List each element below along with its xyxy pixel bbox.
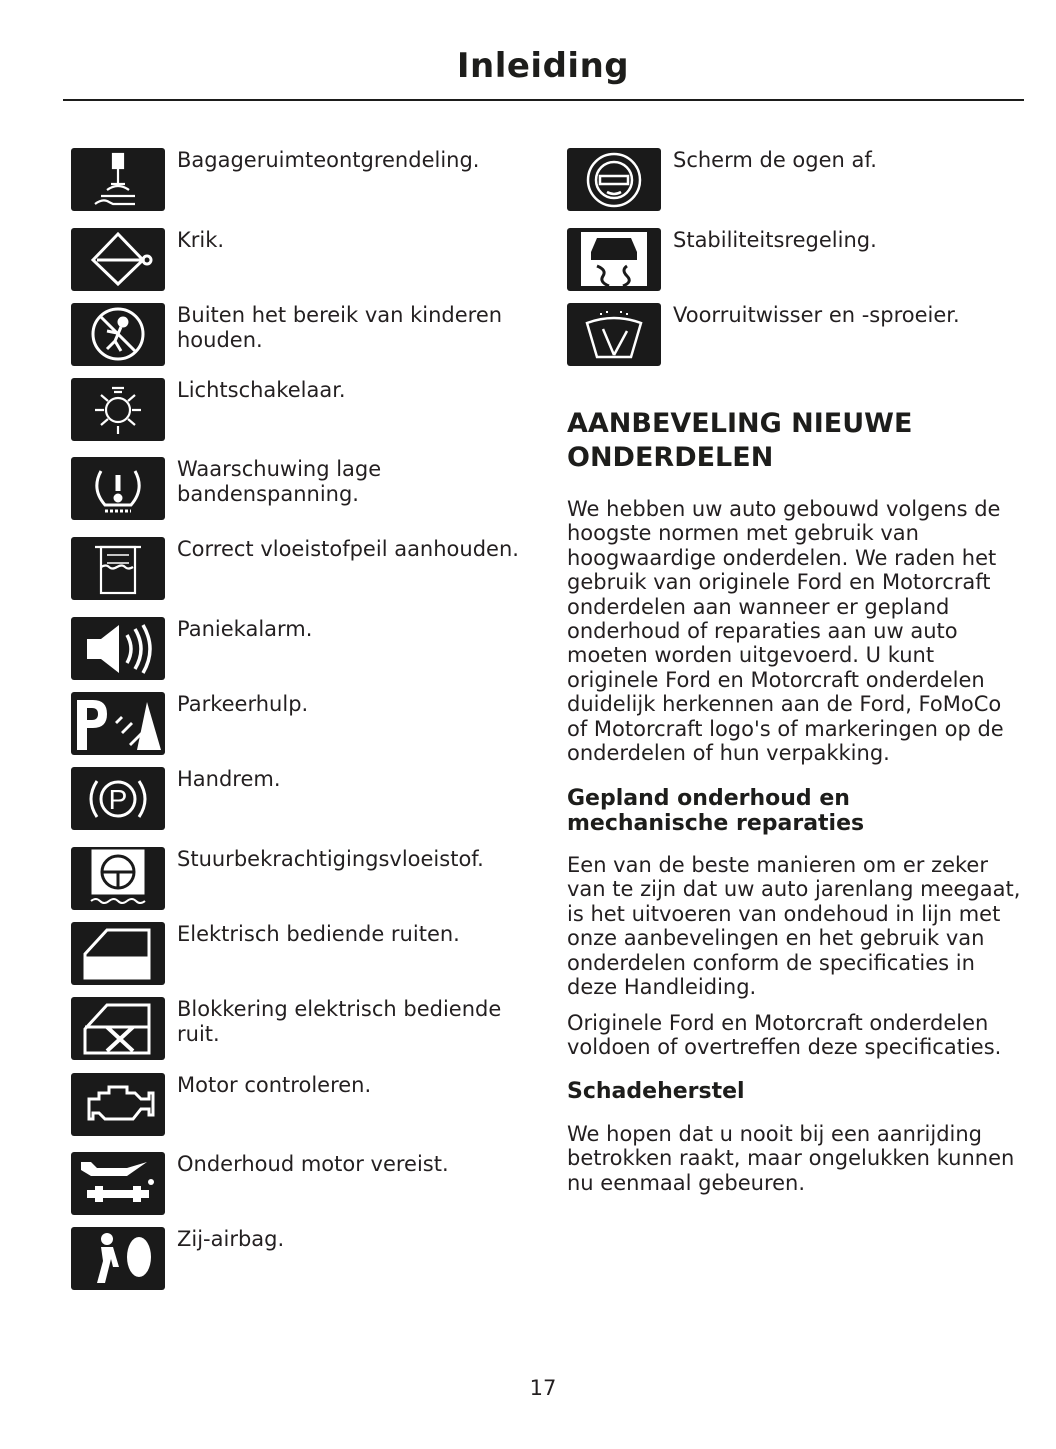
symbol-label: Handrem. xyxy=(177,767,281,791)
symbol-label: Parkeerhulp. xyxy=(177,692,309,716)
symbol-label: Scherm de ogen af. xyxy=(673,148,877,172)
symbol-label: Stuurbekrachtigingsvloeistof. xyxy=(177,847,484,871)
symbol-label: Zij-airbag. xyxy=(177,1227,285,1251)
title-divider xyxy=(63,99,1024,101)
trunk-release-icon xyxy=(71,148,165,211)
stability-control-icon xyxy=(567,228,661,291)
page-number: 17 xyxy=(529,1376,557,1400)
power-steering-fluid-icon xyxy=(71,847,165,910)
check-engine-icon xyxy=(71,1073,165,1136)
parking-brake-icon xyxy=(71,767,165,830)
keep-away-from-children-icon xyxy=(71,303,165,366)
subsection-heading: Gepland onderhoud en mechanische reparaties xyxy=(567,786,865,836)
light-switch-icon xyxy=(71,378,165,441)
svg-text:P: P xyxy=(108,784,128,815)
symbol-label: Bagageruimteontgrendeling. xyxy=(177,148,480,172)
symbol-label: Stabiliteitsregeling. xyxy=(673,228,877,252)
engine-service-icon xyxy=(71,1152,165,1215)
symbol-label: Blokkering elektrisch bediende ruit. xyxy=(177,997,502,1046)
paragraph: We hopen dat u nooit bij een aanrijding betrokken raakt, maar ongelukken kunnen nu eenmaal gebeuren. xyxy=(567,1122,1015,1195)
symbol-label: Motor controleren. xyxy=(177,1073,372,1097)
eye-protection-icon xyxy=(567,148,661,211)
power-window-lockout-icon xyxy=(71,997,165,1060)
section-heading: AANBEVELING NIEUWE ONDERDELEN xyxy=(567,408,913,473)
power-window-icon xyxy=(71,922,165,985)
tire-pressure-warning-icon xyxy=(71,457,165,520)
symbol-label: Elektrisch bediende ruiten. xyxy=(177,922,460,946)
symbol-label: Paniekalarm. xyxy=(177,617,313,641)
symbol-label: Waarschuwing lage bandenspanning. xyxy=(177,457,382,506)
symbol-label: Voorruitwisser en -sproeier. xyxy=(673,303,960,327)
symbol-label: Krik. xyxy=(177,228,225,252)
side-airbag-icon xyxy=(71,1227,165,1290)
subsection-heading: Schadeherstel xyxy=(567,1079,745,1104)
parking-aid-icon xyxy=(71,692,165,755)
paragraph: Originele Ford en Motorcraft onderdelen voldoen of overtreffen deze specificaties. xyxy=(567,1011,1002,1060)
jack-icon xyxy=(71,228,165,291)
windshield-washer-icon xyxy=(567,303,661,366)
paragraph: Een van de beste manieren om er zeker van te zijn dat uw auto jarenlang meegaat, is het uitvoeren van ondehoud in lijn met onze aanbevelingen en het gebruik van onderdelen conform de specificaties in deze Handleiding. xyxy=(567,853,1021,1000)
intro-paragraph: We hebben uw auto gebouwd volgens de hoogste normen met gebruik van hoogwaardige onderdelen. We raden het gebruik van originele Ford en Motorcraft onderdelen aan wanneer er gepland onderhoud of reparaties aan uw auto moeten worden uitgevoerd. U kunt originele Ford en Motorcraft onderdelen duidelijk herkennen aan de Ford, FoMoCo of Motorcraft logo's of markeringen op de onderdelen of hun verpakking. xyxy=(567,497,1004,766)
symbol-label: Correct vloeistofpeil aanhouden. xyxy=(177,537,519,561)
symbol-label: Buiten het bereik van kinderen houden. xyxy=(177,303,503,352)
page-title: Inleiding xyxy=(456,46,630,86)
symbol-label: Lichtschakelaar. xyxy=(177,378,346,402)
fluid-level-icon xyxy=(71,537,165,600)
symbol-label: Onderhoud motor vereist. xyxy=(177,1152,449,1176)
panic-alarm-icon xyxy=(71,617,165,680)
